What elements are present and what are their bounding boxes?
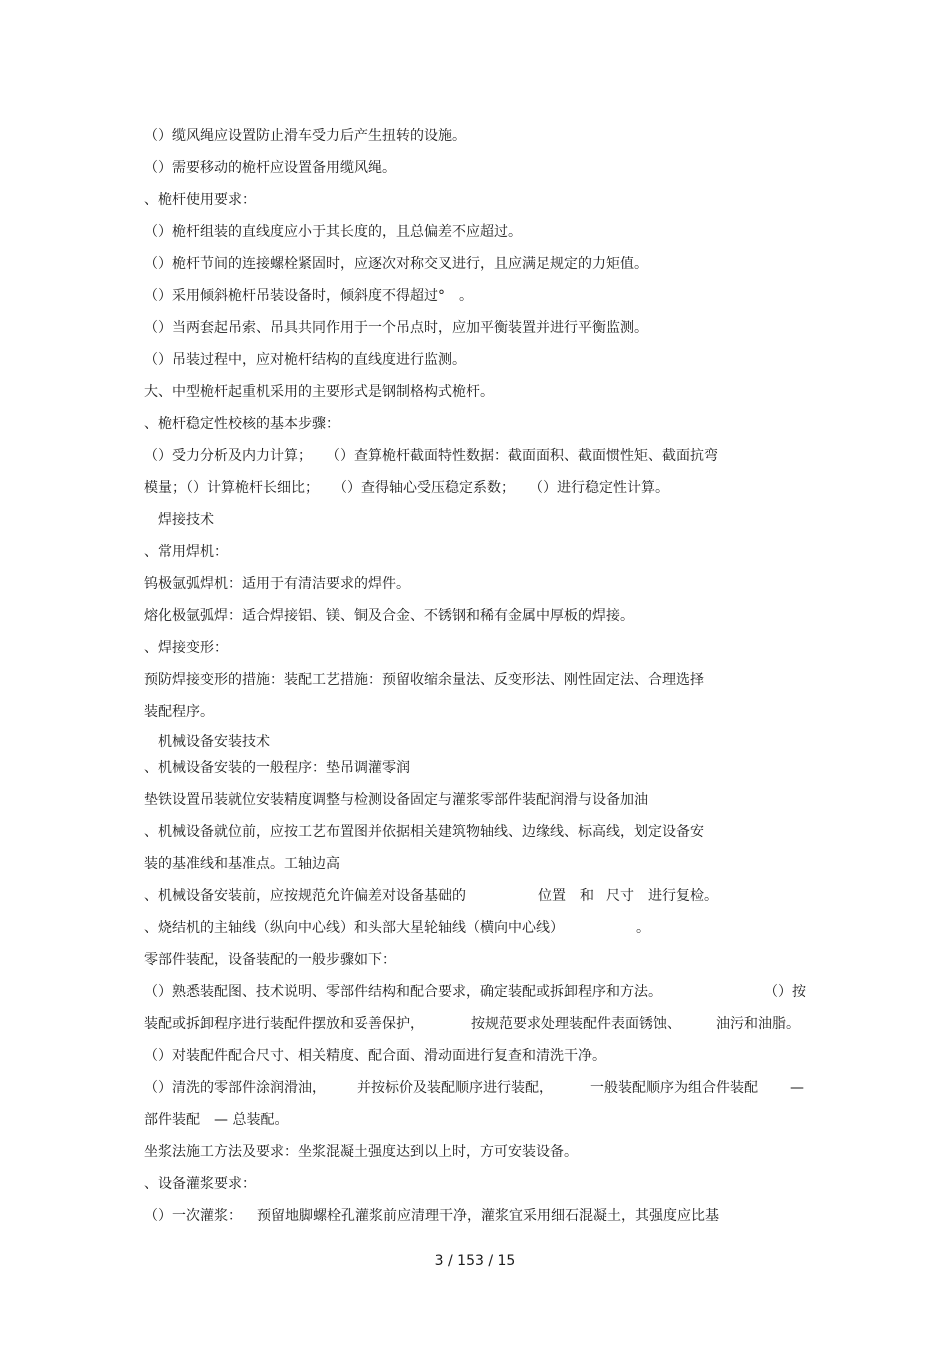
text-segment: 位置 [538, 888, 566, 904]
text-segment: — [790, 1080, 804, 1096]
text-line: （）采用倾斜桅杆吊装设备时，倾斜度不得超过° 。 [144, 288, 473, 304]
section-title: 焊接技术 [144, 512, 214, 528]
text-line: 装配程序。 [144, 704, 214, 720]
text-segment: 、机械设备安装前，应按规范允许偏差对设备基础的 [144, 888, 466, 904]
text-line: 零部件装配，设备装配的一般步骤如下： [144, 952, 396, 968]
text-segment: 进行复检。 [648, 888, 718, 904]
text-line: （）对装配件配合尺寸、相关精度、配合面、滑动面进行复查和清洗干净。 [144, 1048, 606, 1064]
text-line: （）桅杆组装的直线度应小于其长度的，且总偏差不应超过。 [144, 224, 522, 240]
text-line: （）桅杆节间的连接螺栓紧固时，应逐次对称交叉进行，且应满足规定的力矩值。 [144, 256, 648, 272]
text-line: 垫铁设置吊装就位安装精度调整与检测设备固定与灌浆零部件装配润滑与设备加油 [144, 792, 648, 808]
text-segment: 并按标价及装配顺序进行装配， [357, 1080, 553, 1096]
text-line: （）受力分析及内力计算； （）查算桅杆截面特性数据：截面面积、截面惯性矩、截面抗弯 [144, 448, 718, 464]
section-heading: 、常用焊机： [144, 544, 228, 560]
text-line: 装的基准线和基准点。工轴边高 [144, 856, 340, 872]
text-line: 部件装配 — 总装配。 [144, 1112, 289, 1128]
section-heading: 、桅杆使用要求： [144, 192, 256, 208]
text-line: 大、中型桅杆起重机采用的主要形式是钢制格构式桅杆。 [144, 384, 494, 400]
text-line: （）当两套起吊索、吊具共同作用于一个吊点时，应加平衡装置并进行平衡监测。 [144, 320, 648, 336]
text-line: 钨极氩弧焊机：适用于有清洁要求的焊件。 [144, 576, 410, 592]
page-number: 3 / 153 / 15 [434, 1253, 516, 1269]
text-segment: 一般装配顺序为组合件装配 [590, 1080, 758, 1096]
text-line: 、机械设备就位前，应按工艺布置图并依据相关建筑物轴线、边缘线、标高线，划定设备安 [144, 824, 704, 840]
text-line: （）吊装过程中，应对桅杆结构的直线度进行监测。 [144, 352, 466, 368]
text-line: 预防焊接变形的措施：装配工艺措施：预留收缩余量法、反变形法、刚性固定法、合理选择 [144, 672, 704, 688]
text-segment: 尺寸 [606, 888, 634, 904]
text-segment: 和 [580, 888, 594, 904]
text-segment: 装配或拆卸程序进行装配件摆放和妥善保护， [144, 1016, 424, 1032]
text-segment: 按规范要求处理装配件表面锈蚀、 [471, 1016, 681, 1032]
section-heading: 、焊接变形： [144, 640, 228, 656]
text-line: 熔化极氩弧焊：适合焊接铝、镁、铜及合金、不锈钢和稀有金属中厚板的焊接。 [144, 608, 634, 624]
text-segment: 。 [636, 920, 650, 936]
section-heading: 、设备灌浆要求： [144, 1176, 256, 1192]
section-title: 机械设备安装技术 [144, 734, 270, 750]
text-segment: 、烧结机的主轴线（纵向中心线）和头部大星轮轴线（横向中心线） [144, 920, 564, 936]
text-segment: （）清洗的零部件涂润滑油， [144, 1080, 326, 1096]
section-heading: 、机械设备安装的一般程序：垫吊调灌零润 [144, 760, 410, 776]
text-line: （）需要移动的桅杆应设置备用缆风绳。 [144, 160, 396, 176]
text-line: 坐浆法施工方法及要求：坐浆混凝土强度达到以上时，方可安装设备。 [144, 1144, 578, 1160]
text-segment: 油污和油脂。 [716, 1016, 800, 1032]
text-segment: （）一次灌浆： [144, 1208, 242, 1224]
text-segment: 预留地脚螺栓孔灌浆前应清理干净，灌浆宜采用细石混凝土，其强度应比基 [257, 1208, 719, 1224]
section-heading: 、桅杆稳定性校核的基本步骤： [144, 416, 340, 432]
text-segment: （）按 [764, 984, 806, 1000]
text-line: （）缆风绳应设置防止滑车受力后产生扭转的设施。 [144, 128, 466, 144]
text-segment: （）熟悉装配图、技术说明、零部件结构和配合要求，确定装配或拆卸程序和方法。 [144, 984, 662, 1000]
text-line: 模量；（）计算桅杆长细比； （）查得轴心受压稳定系数； （）进行稳定性计算。 [144, 480, 669, 496]
